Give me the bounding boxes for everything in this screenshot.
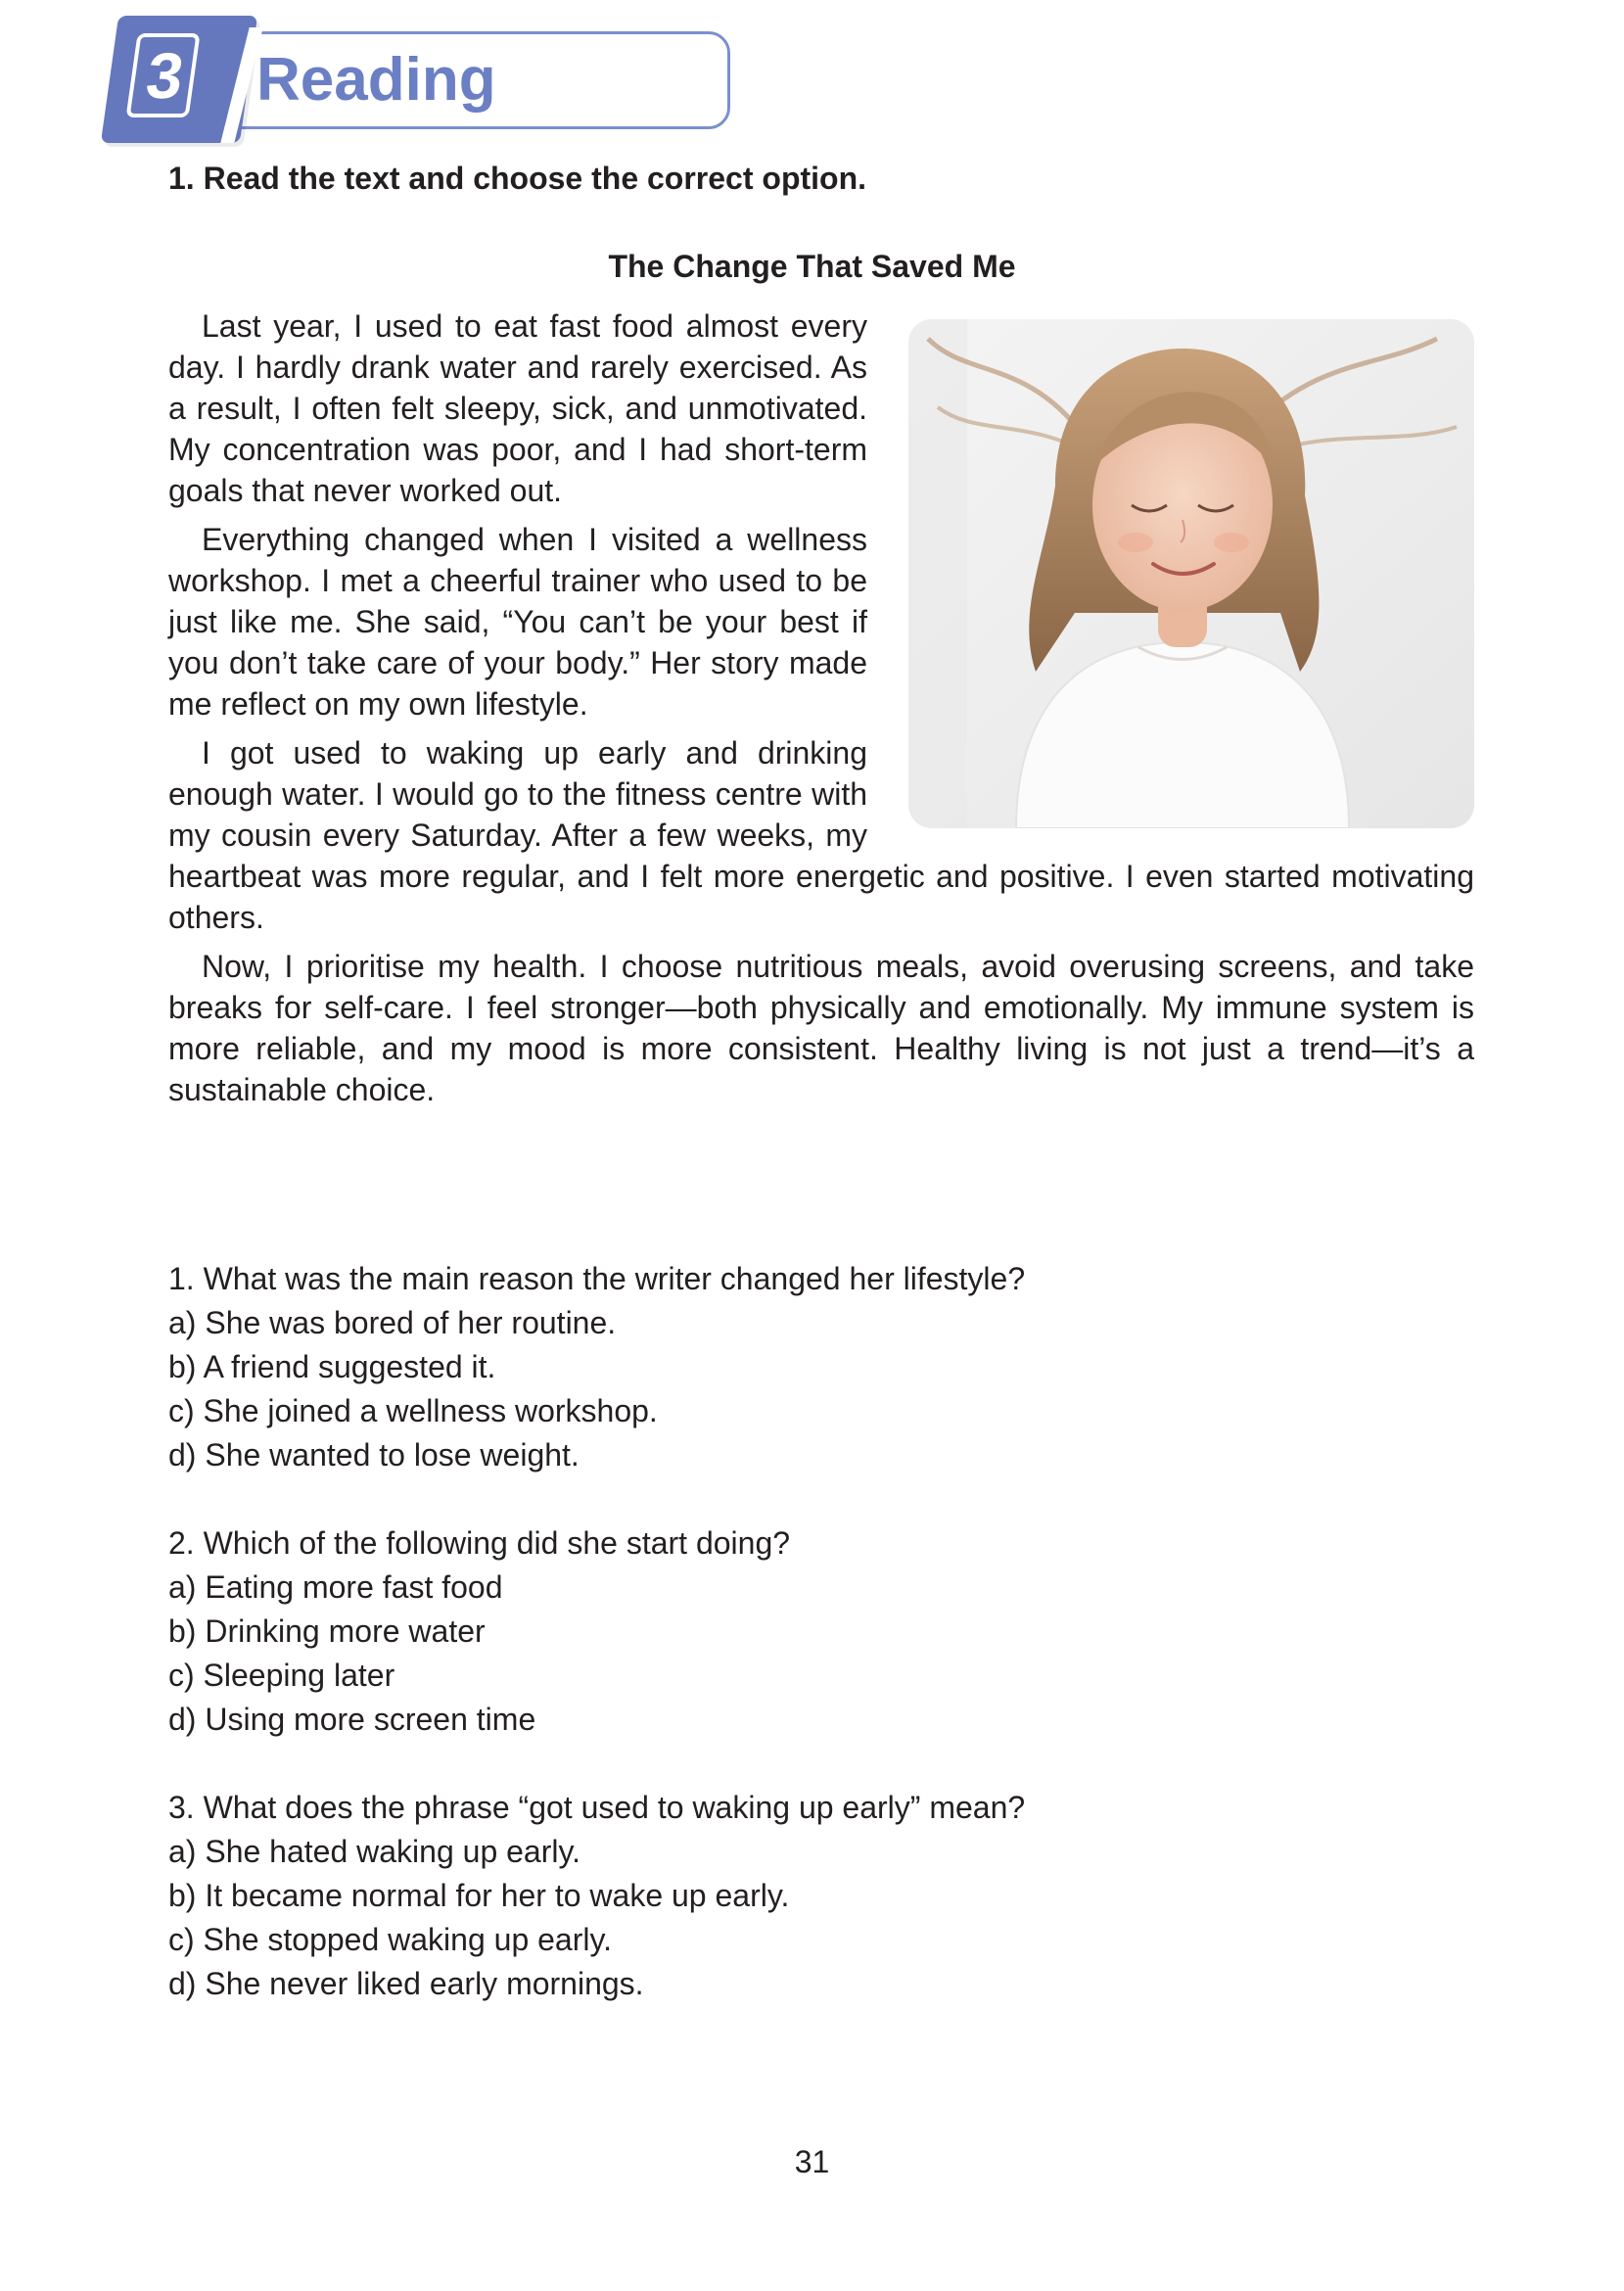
answer-option[interactable]: c) Sleeping later xyxy=(168,1658,395,1693)
story-title: The Change That Saved Me xyxy=(608,249,1016,284)
question-1 xyxy=(168,1257,1441,1477)
question-3 xyxy=(168,1786,1441,2006)
story-paragraph: Everything changed when I visited a wellness workshop. I met a cheerful trainer who used to be just like me. She said, “You can’t be your best if you don’t take care of your body.” Her story made me reflect on my own lifestyle. xyxy=(168,522,867,722)
answer-option[interactable]: a) She hated waking up early. xyxy=(168,1834,580,1869)
answer-option[interactable]: b) It became normal for her to wake up early. xyxy=(168,1878,790,1913)
story-paragraph: I got used to waking up early and drinking enough water. I would go to the fitness centre with my cousin every Saturday. After a few weeks, my heartbeat was more regular, and I felt more energetic and positive. I even started motivating others. xyxy=(168,735,1474,935)
answer-option[interactable]: d) She wanted to lose weight. xyxy=(168,1437,580,1473)
answer-option[interactable]: d) She never liked early mornings. xyxy=(168,1966,644,2001)
answer-option[interactable]: a) She was bored of her routine. xyxy=(168,1305,617,1340)
girl-photo xyxy=(908,319,1474,828)
answer-option[interactable]: c) She joined a wellness workshop. xyxy=(168,1393,658,1428)
question-2 xyxy=(168,1521,1441,1742)
answer-option[interactable]: b) A friend suggested it. xyxy=(168,1349,496,1384)
question-prompt: 3. What does the phrase “got used to waking up early” mean? xyxy=(168,1790,1026,1825)
story-paragraph: Last year, I used to eat fast food almost every day. I hardly drank water and rarely exercised. As a result, I often felt sleepy, sick, and unmotivated. My concentration was poor, and I had short-term goals that never worked out. xyxy=(168,308,867,508)
section-number: 3 xyxy=(142,39,189,112)
answer-option[interactable]: c) She stopped waking up early. xyxy=(168,1922,612,1957)
section-title: Reading xyxy=(256,46,496,114)
exercise-instruction: 1. Read the text and choose the correct option. xyxy=(168,161,867,196)
girl-illustration xyxy=(908,319,1474,828)
answer-option[interactable]: b) Drinking more water xyxy=(168,1613,486,1649)
question-list xyxy=(168,1257,1441,2050)
section-header xyxy=(106,14,752,147)
page-number: 31 xyxy=(794,2144,830,2179)
story-text xyxy=(168,305,1474,1118)
question-prompt: 1. What was the main reason the writer changed her lifestyle? xyxy=(168,1261,1026,1296)
story-paragraph: Now, I prioritise my health. I choose nutritious meals, avoid overusing screens, and take breaks for self-care. I feel stronger—both physically and emotionally. My immune system is more reliable, and my mood is more consistent. Healthy living is not just a trend—it’s a sustainable choice. xyxy=(168,949,1474,1107)
answer-option[interactable]: a) Eating more fast food xyxy=(168,1569,503,1605)
question-prompt: 2. Which of the following did she start doing? xyxy=(168,1525,791,1561)
answer-option[interactable]: d) Using more screen time xyxy=(168,1702,536,1737)
